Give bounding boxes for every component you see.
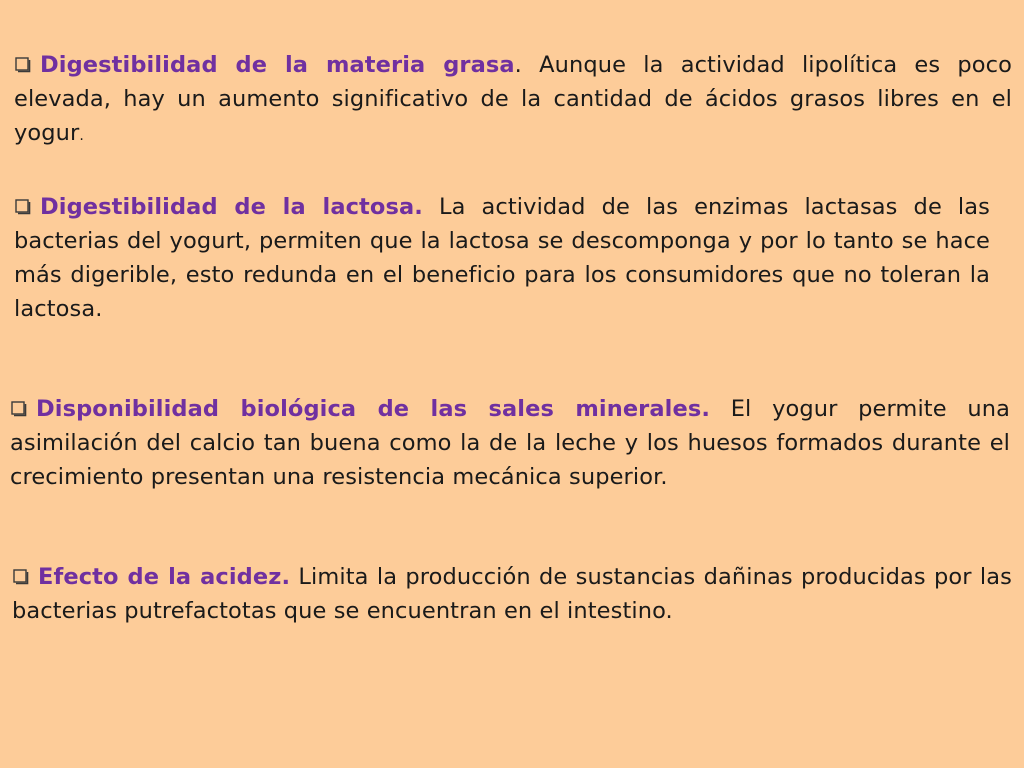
item-body: La actividad de las enzimas lactasas de las bacterias del yogurt, permiten que la lactosa se descomponga y por lo tanto se hace más digerible, esto redunda en el beneficio para los consumidores que no toleran la lactosa. — [14, 194, 990, 322]
item-heading: Digestibilidad de la materia grasa — [40, 52, 515, 78]
bullet-item-sales-minerales — [10, 392, 1010, 494]
bullet-item-lactosa — [14, 190, 990, 326]
item-heading-punct: . — [514, 52, 522, 78]
hollow-square-bullet-icon — [10, 400, 27, 417]
bullet-item-acidez — [12, 560, 1012, 628]
item-tail: . — [79, 128, 84, 144]
bullet-item-materia-grasa — [14, 48, 1012, 153]
item-heading: Disponibilidad biológica de las sales minerales. — [36, 396, 710, 422]
hollow-square-bullet-icon — [12, 568, 29, 585]
item-body: Aunque la actividad lipolítica es poco elevada, hay un aumento significativo de la cantidad de ácidos grasos libres en el yogur — [14, 52, 1012, 146]
item-body: El yogur permite una asimilación del calcio tan buena como la de la leche y los huesos formados durante el crecimiento presentan una resistencia mecánica superior. — [10, 396, 1010, 490]
hollow-square-bullet-icon — [14, 198, 31, 215]
hollow-square-bullet-icon — [14, 56, 31, 73]
item-heading: Efecto de la acidez. — [38, 564, 291, 590]
item-heading: Digestibilidad de la lactosa. — [40, 194, 423, 220]
item-body: Limita la producción de sustancias dañinas producidas por las bacterias putrefactotas que se encuentran en el intestino. — [12, 564, 1012, 624]
